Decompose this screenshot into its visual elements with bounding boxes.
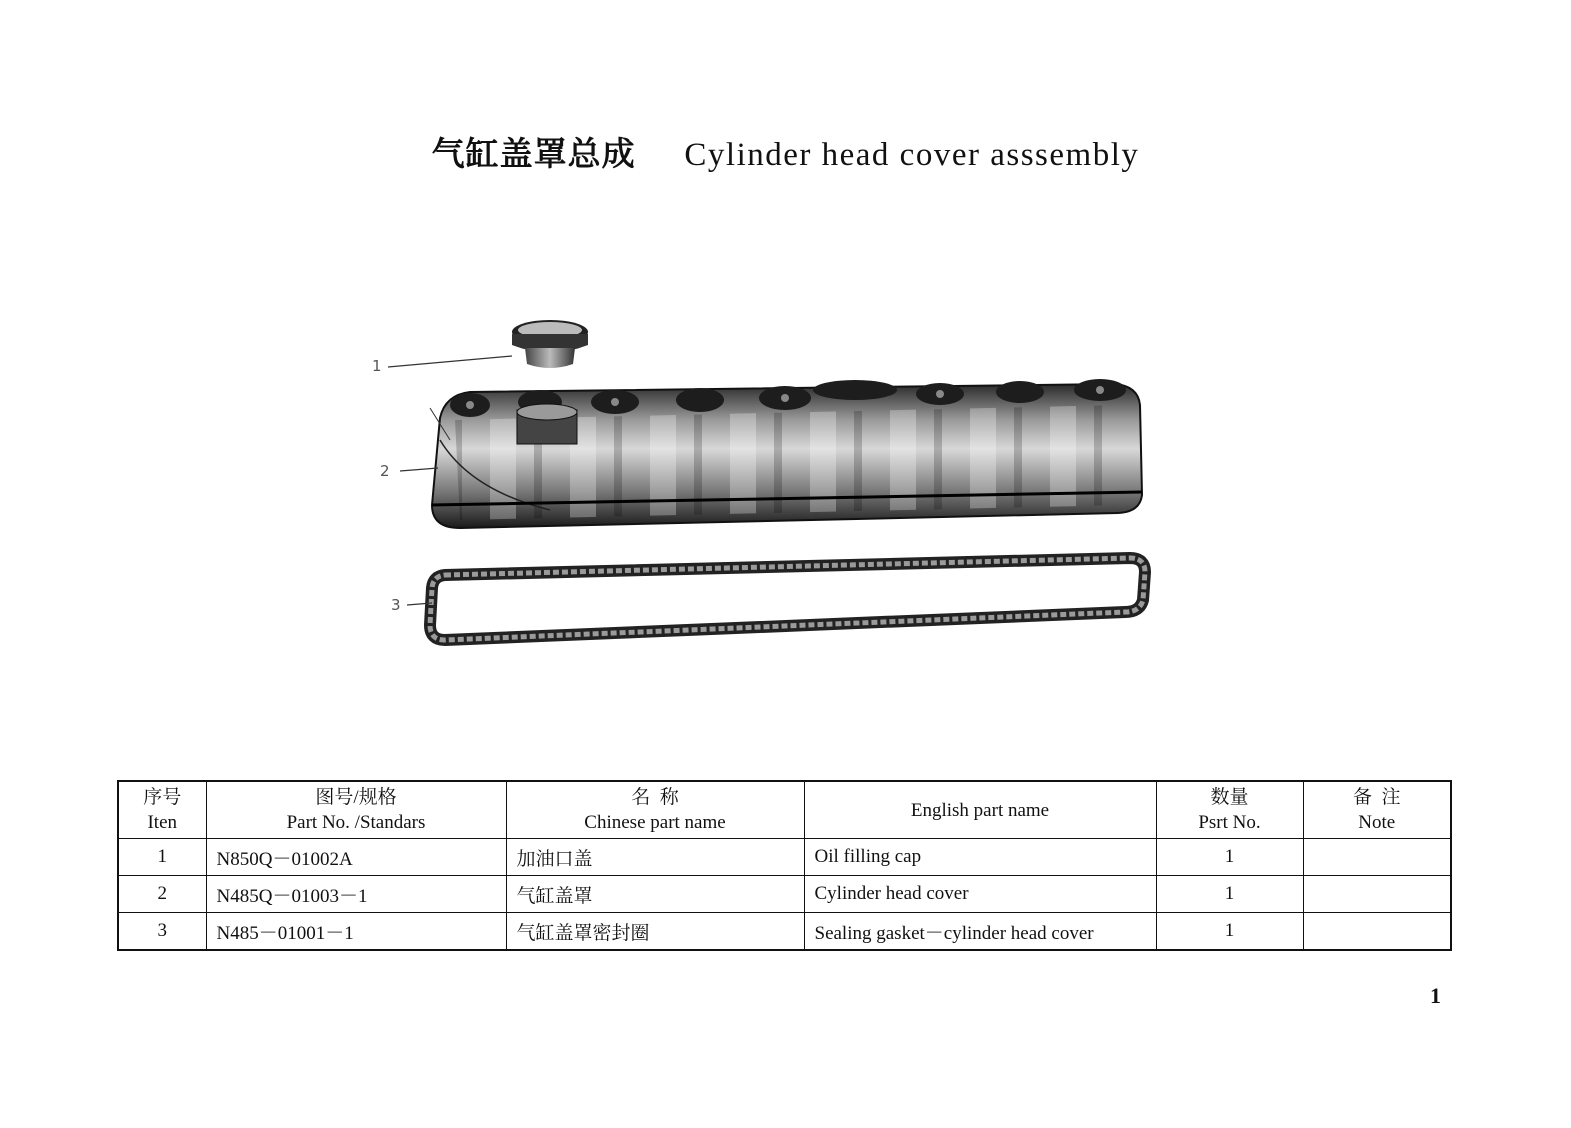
- header-note: [1303, 781, 1451, 839]
- page-number: 1: [1430, 983, 1441, 1008]
- oil-filling-cap-drawing: [512, 320, 588, 368]
- cell-chinese-name: 加油口盖: [506, 839, 804, 876]
- cell-quantity: 1: [1156, 913, 1303, 951]
- header-item-en: Iten: [147, 812, 178, 833]
- table-row: [118, 913, 1451, 951]
- callout-1: 1: [372, 357, 382, 375]
- header-note-cn: 备 注: [1352, 787, 1401, 808]
- header-note-en: Note: [1358, 812, 1396, 833]
- cell-note: [1303, 913, 1451, 951]
- cell-note: [1303, 839, 1451, 876]
- cell-english-name: Cylinder head cover: [804, 876, 1156, 913]
- header-part-no: [206, 781, 506, 839]
- header-english-name: [804, 781, 1156, 839]
- header-chinese-name-en: Chinese part name: [584, 812, 726, 833]
- parts-table: [117, 780, 1452, 951]
- cell-english-name: Sealing gasket－cylinder head cover: [804, 913, 1156, 951]
- cell-item: 1: [118, 839, 206, 876]
- cell-item: 3: [118, 913, 206, 951]
- table-row: [118, 839, 1451, 876]
- header-chinese-name-cn: 名 称: [631, 787, 679, 808]
- header-quantity-en: Psrt No.: [1198, 812, 1261, 833]
- cylinder-head-cover-drawing: [432, 379, 1142, 528]
- title-english: Cylinder head cover asssembly: [684, 137, 1140, 173]
- header-part-no-en: Part No. /Standars: [286, 812, 426, 833]
- table-row: [118, 876, 1451, 913]
- sealing-gasket-drawing: [430, 558, 1145, 640]
- callout-2: 2: [380, 462, 390, 480]
- cell-note: [1303, 876, 1451, 913]
- header-item-cn: 序号: [143, 787, 182, 808]
- callout-3: 3: [391, 596, 401, 614]
- cell-part-no: N850Q－01002A: [206, 839, 506, 876]
- table-header-row: [118, 781, 1451, 839]
- cell-part-no: N485－01001－1: [206, 913, 506, 951]
- cell-part-no: N485Q－01003－1: [206, 876, 506, 913]
- cell-item: 2: [118, 876, 206, 913]
- title-chinese: 气缸盖罩总成: [431, 137, 636, 173]
- cell-chinese-name: 气缸盖罩: [506, 876, 804, 913]
- header-quantity-cn: 数量: [1210, 787, 1249, 808]
- header-part-no-cn: 图号/规格: [315, 787, 397, 808]
- header-item: [118, 781, 206, 839]
- cell-quantity: 1: [1156, 839, 1303, 876]
- cell-quantity: 1: [1156, 876, 1303, 913]
- header-english-name-en: English part name: [910, 799, 1050, 821]
- header-chinese-name: [506, 781, 804, 839]
- cell-chinese-name: 气缸盖罩密封圈: [506, 913, 804, 951]
- cell-english-name: Oil filling cap: [804, 839, 1156, 876]
- header-quantity: [1156, 781, 1303, 839]
